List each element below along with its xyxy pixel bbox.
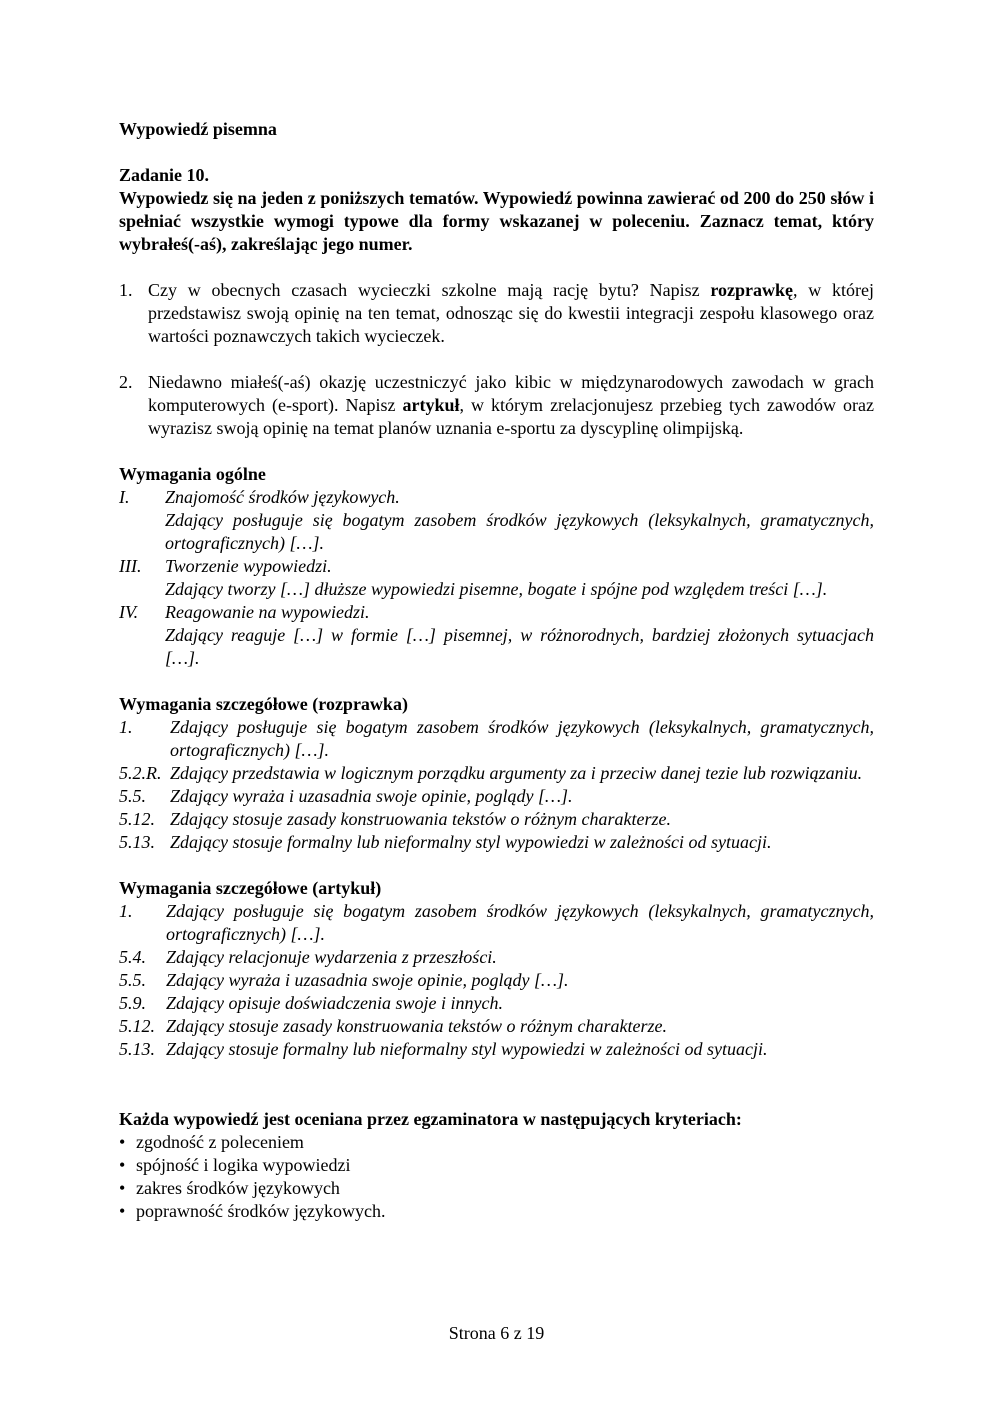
requirement-number: 5.5. <box>119 786 146 806</box>
requirement-item <box>119 785 874 808</box>
requirement-text: Zdający wyraża i uzasadnia swoje opinie, poglądy […]. <box>166 970 569 990</box>
topic-text-part: , w której przedstawisz swoją opinię na ten temat, odnosząc się do kwestii integracji zespołu klasowego oraz wartości poznawczych takich wycieczek. <box>148 280 874 346</box>
requirement-number: 5.12. <box>119 1016 155 1036</box>
detailed-requirements-essay <box>119 693 874 854</box>
requirement-number: 5.2.R. <box>119 763 162 783</box>
requirement-number: 1. <box>119 901 133 921</box>
requirement-item <box>119 946 874 969</box>
topic-form: artykuł <box>402 395 460 415</box>
requirement-body <box>165 555 874 601</box>
criteria-title: Każda wypowiedź jest oceniana przez egzaminatora w następujących kryteriach: <box>119 1109 742 1129</box>
topic-text <box>148 371 874 440</box>
topic-number[interactable]: 2. <box>119 372 133 392</box>
requirement-heading: Reagowanie na wypowiedzi. <box>165 602 370 622</box>
requirement-item <box>119 808 874 831</box>
requirement-text: Zdający reaguje […] w formie […] pisemnej, w różnorodnych, bardziej złożonych sytuacjach […]. <box>165 625 874 668</box>
requirement-body <box>165 486 874 555</box>
requirement-text: Zdający stosuje formalny lub nieformalny styl wypowiedzi w zależności od sytuacji. <box>166 1039 768 1059</box>
requirement-text: Zdający posługuje się bogatym zasobem środków językowych (leksykalnych, gramatycznych, ortograficznych) […]. <box>170 717 874 760</box>
requirement-text: Zdający posługuje się bogatym zasobem środków językowych (leksykalnych, gramatycznych, ortograficznych) […]. <box>165 510 874 553</box>
bullet-icon: • <box>119 1201 126 1221</box>
criteria-text: zgodność z poleceniem <box>136 1132 304 1152</box>
requirement-item <box>119 900 874 946</box>
bullet-icon: • <box>119 1155 126 1175</box>
requirement-item <box>119 716 874 762</box>
requirement-number: I. <box>119 487 130 507</box>
criteria-text: poprawność środków językowych. <box>136 1201 386 1221</box>
requirement-text: Zdający wyraża i uzasadnia swoje opinie, poglądy […]. <box>170 786 573 806</box>
criteria-list <box>119 1131 874 1223</box>
criteria-item <box>119 1177 874 1200</box>
requirement-number: IV. <box>119 602 139 622</box>
requirement-number: 1. <box>119 717 133 737</box>
general-requirements <box>119 463 874 670</box>
requirement-body <box>165 601 874 670</box>
requirement-number: 5.5. <box>119 970 146 990</box>
topic-text-part: Niedawno miałeś(-aś) okazję uczestniczyć jako kibic w międzynarodowych zawodach w grach komputerowych (e-sport). Napisz <box>148 372 874 415</box>
criteria-text: zakres środków językowych <box>136 1178 340 1198</box>
requirement-item <box>119 762 874 785</box>
topic-text <box>148 279 874 348</box>
topic-item[interactable] <box>119 371 874 440</box>
topic-number[interactable]: 1. <box>119 280 133 300</box>
detailed-requirements-article <box>119 877 874 1061</box>
requirement-item <box>119 486 874 555</box>
requirement-text: Zdający stosuje formalny lub nieformalny styl wypowiedzi w zależności od sytuacji. <box>170 832 772 852</box>
requirement-number: 5.12. <box>119 809 155 829</box>
assessment-criteria <box>119 1108 874 1223</box>
requirement-item <box>119 555 874 601</box>
requirement-item <box>119 1015 874 1038</box>
requirement-number: 5.4. <box>119 947 146 967</box>
requirement-item <box>119 601 874 670</box>
requirement-item <box>119 1038 874 1061</box>
criteria-text: spójność i logika wypowiedzi <box>136 1155 351 1175</box>
topic-item[interactable] <box>119 279 874 348</box>
requirement-heading: Tworzenie wypowiedzi. <box>165 556 332 576</box>
requirement-text: Zdający stosuje zasady konstruowania tekstów o różnym charakterze. <box>170 809 671 829</box>
requirement-text: Zdający przedstawia w logicznym porządku argumenty za i przeciw danej tezie lub rozwiązaniu. <box>170 763 863 783</box>
requirement-item <box>119 969 874 992</box>
detailed-requirements-article-title: Wymagania szczegółowe (artykuł) <box>119 878 382 898</box>
bullet-icon: • <box>119 1132 126 1152</box>
page-number: Strona 6 z 19 <box>448 1323 545 1343</box>
requirement-number: III. <box>119 556 142 576</box>
requirement-heading: Znajomość środków językowych. <box>165 487 400 507</box>
detailed-requirements-essay-title: Wymagania szczegółowe (rozprawka) <box>119 694 408 714</box>
requirement-text: Zdający stosuje zasady konstruowania tekstów o różnym charakterze. <box>166 1016 667 1036</box>
requirement-number: 5.13. <box>119 1039 155 1059</box>
requirement-text: Zdający opisuje doświadczenia swoje i innych. <box>166 993 503 1013</box>
section-title: Wypowiedź pisemna <box>119 119 277 139</box>
topic-list <box>119 279 874 440</box>
page-content <box>119 118 874 1223</box>
general-requirements-title: Wymagania ogólne <box>119 464 266 484</box>
topic-text-part: Czy w obecnych czasach wycieczki szkolne mają rację bytu? Napisz <box>148 280 711 300</box>
task-title: Zadanie 10. <box>119 165 210 185</box>
requirement-item <box>119 831 874 854</box>
requirement-text: Zdający relacjonuje wydarzenia z przeszłości. <box>166 947 497 967</box>
requirement-number: 5.9. <box>119 993 146 1013</box>
requirement-item <box>119 992 874 1015</box>
topic-form: rozprawkę <box>710 280 793 300</box>
requirement-text: Zdający posługuje się bogatym zasobem środków językowych (leksykalnych, gramatycznych, ortograficznych) […]. <box>166 901 874 944</box>
criteria-item <box>119 1200 874 1223</box>
task-instruction: Wypowiedz się na jeden z poniższych tematów. Wypowiedź powinna zawierać od 200 do 250 słów i spełniać wszystkie wymogi typowe dla formy wskazanej w poleceniu. Zaznacz temat, który wybrałeś(-aś), zakreślając jego numer. <box>119 188 874 254</box>
requirement-number: 5.13. <box>119 832 155 852</box>
criteria-item <box>119 1154 874 1177</box>
requirement-text: Zdający tworzy […] dłuższe wypowiedzi pisemne, bogate i spójne pod względem treści […]. <box>165 579 828 599</box>
bullet-icon: • <box>119 1178 126 1198</box>
topic-text-part: , w którym zrelacjonujesz przebieg tych zawodów oraz wyrazisz swoją opinię na temat planów uznania e-sportu za dyscyplinę olimpijską. <box>148 395 874 438</box>
criteria-item <box>119 1131 874 1154</box>
